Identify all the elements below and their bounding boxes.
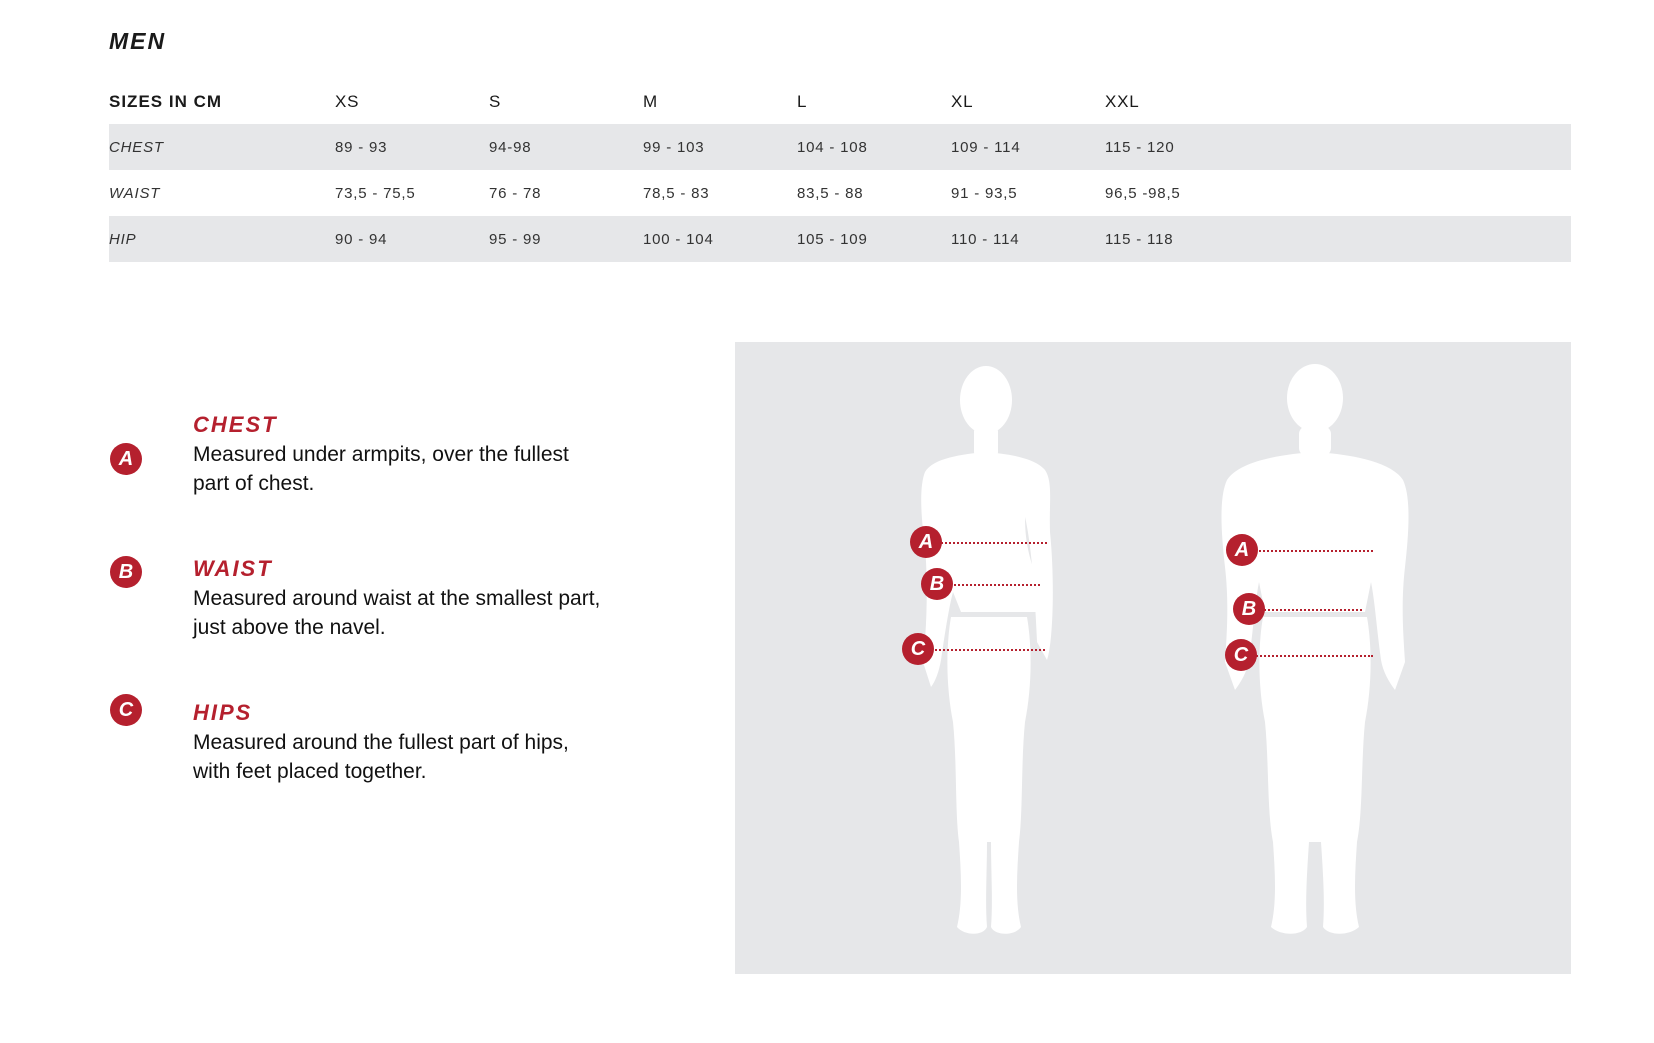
measure-line [926,542,1047,544]
badge-b: B [1233,593,1265,625]
table-cell: 110 - 114 [951,216,1105,262]
measure-line [918,649,1045,651]
table-cell: 99 - 103 [643,124,797,170]
table-cell: 73,5 - 75,5 [335,184,416,202]
legend-description: Measured around waist at the smallest part, just above the navel. [193,587,601,639]
table-cell: 115 - 118 [1105,216,1571,262]
header-size-xs: XS [335,91,360,111]
badge-a: A [910,526,942,558]
table-cell: 91 - 93,5 [951,184,1018,202]
table-cell: 96,5 -98,5 [1105,184,1181,202]
legend-title: WAIST [193,556,273,581]
table-cell: 100 - 104 [643,216,797,262]
table-cell: 76 - 78 [489,184,542,202]
table-row-waist [109,170,1571,216]
row-label: CHEST [109,124,335,170]
table-cell: 109 - 114 [951,124,1105,170]
table-cell: 94-98 [489,124,643,170]
legend-description: Measured under armpits, over the fullest part of chest. [193,443,569,495]
header-sizes-in-cm: SIZES IN CM [109,91,223,111]
table-cell: 115 - 120 [1105,124,1571,170]
table-cell: 95 - 99 [489,216,643,262]
badge-a: A [1226,534,1258,566]
table-cell: 104 - 108 [797,124,951,170]
badge-b: B [110,556,142,588]
table-cell: 90 - 94 [335,216,489,262]
row-label: WAIST [109,184,161,202]
silhouettes [735,342,1571,974]
row-label: HIP [109,216,335,262]
body-measurement-figure [735,342,1571,974]
legend-description: Measured around the fullest part of hips, with feet placed together. [193,731,569,783]
table-cell: 78,5 - 83 [643,184,710,202]
measure-line [1249,609,1362,611]
legend-item-waist [109,556,629,646]
header-size-s: S [489,91,502,111]
table-cell: 83,5 - 88 [797,184,864,202]
section-title: MEN [109,28,167,54]
measure-line [1242,550,1373,552]
legend-title: CHEST [193,412,278,437]
badge-c: C [110,694,142,726]
measure-line [1241,655,1373,657]
badge-b: B [921,568,953,600]
legend-item-hips [109,700,629,790]
table-row-chest [109,124,1571,170]
header-size-xl: XL [951,91,974,111]
header-size-xxl: XXL [1105,91,1140,111]
badge-c: C [902,633,934,665]
table-row-hip [109,216,1571,262]
table-cell: 105 - 109 [797,216,951,262]
size-chart-table [109,79,1571,262]
legend-title: HIPS [193,700,253,725]
table-cell: 89 - 93 [335,124,489,170]
badge-c: C [1225,639,1257,671]
legend-item-chest [109,412,629,502]
header-size-l: L [797,91,808,111]
badge-a: A [110,443,142,475]
table-header-row [109,79,1571,124]
header-size-m: M [643,91,658,111]
